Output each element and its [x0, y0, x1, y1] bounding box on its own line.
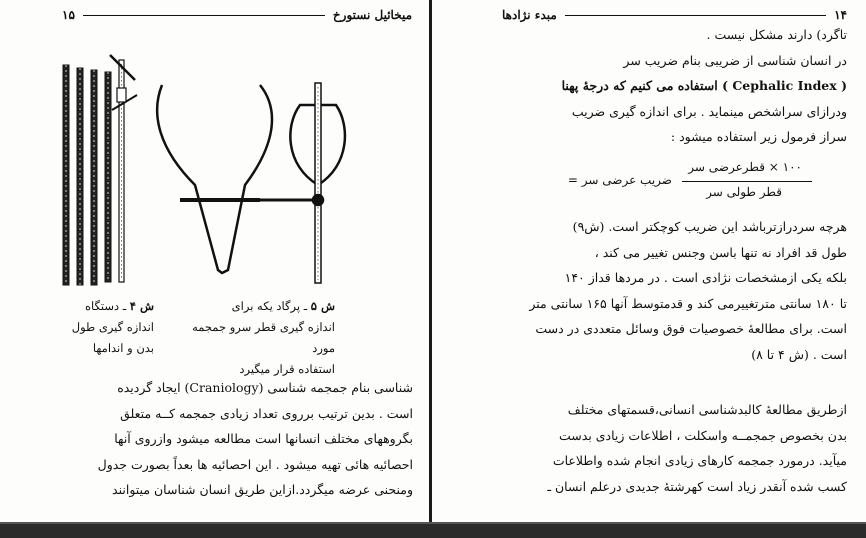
- caption-line: ـ پرگاد یکه برای: [231, 299, 308, 313]
- text-line: است. برای مطالعهٔ خصوصیات فوق وسائل متعددی در دست: [535, 321, 847, 336]
- text-line: ازطریق مطالعهٔ کالبدشناسی انسانی،قسمتهای مختلف: [567, 402, 847, 417]
- right-body-text-bottom: [472, 397, 847, 499]
- text-line: در انسان شناسی از ضریبی بنام ضریب سر: [623, 52, 847, 68]
- caption-line: ـ دستگاه: [84, 299, 127, 313]
- text-line: هرچه سردرازترباشد این ضریب کوچکتر است. (ش۹): [572, 219, 847, 234]
- text-line: است . بدین ترتیب برروی تعداد زیادی جمجمه کــه متعلق: [120, 405, 413, 421]
- formula-fraction-bar: [682, 181, 812, 182]
- running-title: میخائیل نستورخ: [332, 8, 412, 22]
- text-line: ودرازای سراشخص مینماید . برای اندازه گیری ضریب: [571, 103, 847, 119]
- right-body-text-top: [472, 22, 847, 150]
- text-line: سراز فرمول زیر استفاده میشود :: [670, 129, 847, 144]
- left-body-text: [28, 375, 413, 503]
- text-line: شناسی بنام جمجمه شناسی (Craniology) ایجاد گردیده: [117, 380, 413, 395]
- running-title: مبدء نژادها: [502, 8, 557, 22]
- text-line: کسب شده آنقدر زیاد است کهرشتهٔ جدیدی درعلم انسان ـ: [547, 478, 847, 494]
- text-line: تا ۱۸۰ سانتی مترتغییرمی کند و قدمتوسط آنها ۱۶۵ سانتی متر: [529, 295, 847, 311]
- caption-line: استفاده قرار میگیرد: [239, 362, 335, 376]
- text-line: میآید. درمورد جمجمه کارهای زیادی انجام شده واطلاعات: [552, 453, 847, 468]
- figure-4-caption: [46, 296, 154, 359]
- caption-line: بدن و اندامها: [92, 341, 154, 355]
- anthropometer-illustration: [55, 50, 150, 290]
- text-line: تاگرد) دارند مشکل نیست .: [706, 27, 847, 42]
- formula-numerator: ۱۰۰ × قطرعرضی سر: [688, 160, 802, 174]
- figure-5-caption: [170, 296, 335, 380]
- figure-4-label: ش ۴: [129, 299, 154, 313]
- right-body-text-mid: [472, 214, 847, 367]
- caption-line: اندازه گیری قطر سرو جمجمه مورد: [192, 320, 335, 355]
- text-line: احصائیه هائی تهیه میشود . این احصائیه ها بعداً بصورت جدول: [97, 456, 413, 472]
- left-page-header: [62, 8, 412, 22]
- text-line: بگروههای مختلف انسانها است مطالعه میشود وازروی آنها: [114, 431, 413, 446]
- page-number: ۱۴: [834, 8, 847, 22]
- caption-line: اندازه گیری طول: [71, 320, 154, 334]
- header-rule: [565, 15, 826, 16]
- text-line: است . (ش ۴ تا ۸): [751, 346, 847, 362]
- text-line: ومنحنی عرضه میگردد.ازاین طریق انسان شناسان میتوانند: [112, 482, 413, 497]
- header-rule: [83, 15, 325, 16]
- right-page-header: [502, 8, 847, 22]
- formula-lhs: ضریب عرضی سر =: [567, 173, 672, 187]
- text-line: طول قد افراد نه تنها باسن وجنس تغییر می کند ،: [594, 244, 847, 260]
- figure-5-label: ش ۵: [310, 299, 335, 313]
- right-page: [432, 0, 866, 522]
- caliper-illustration: [150, 75, 355, 290]
- text-line: بلکه یکی ازمشخصات نژادی است . در مردها قداز ۱۴۰: [564, 270, 847, 285]
- text-line: بدن بخصوص جمجمــه واسکلت ، اطلاعات زیادی بدست: [559, 427, 847, 443]
- cephalic-index-formula: [562, 160, 822, 208]
- page-number: ۱۵: [62, 8, 75, 22]
- text-line: ( Cephalic Index ) استفاده می کنیم که درجهٔ پهنا: [561, 78, 847, 93]
- left-page: [0, 0, 430, 522]
- formula-denominator: قطر طولی سر: [706, 185, 782, 199]
